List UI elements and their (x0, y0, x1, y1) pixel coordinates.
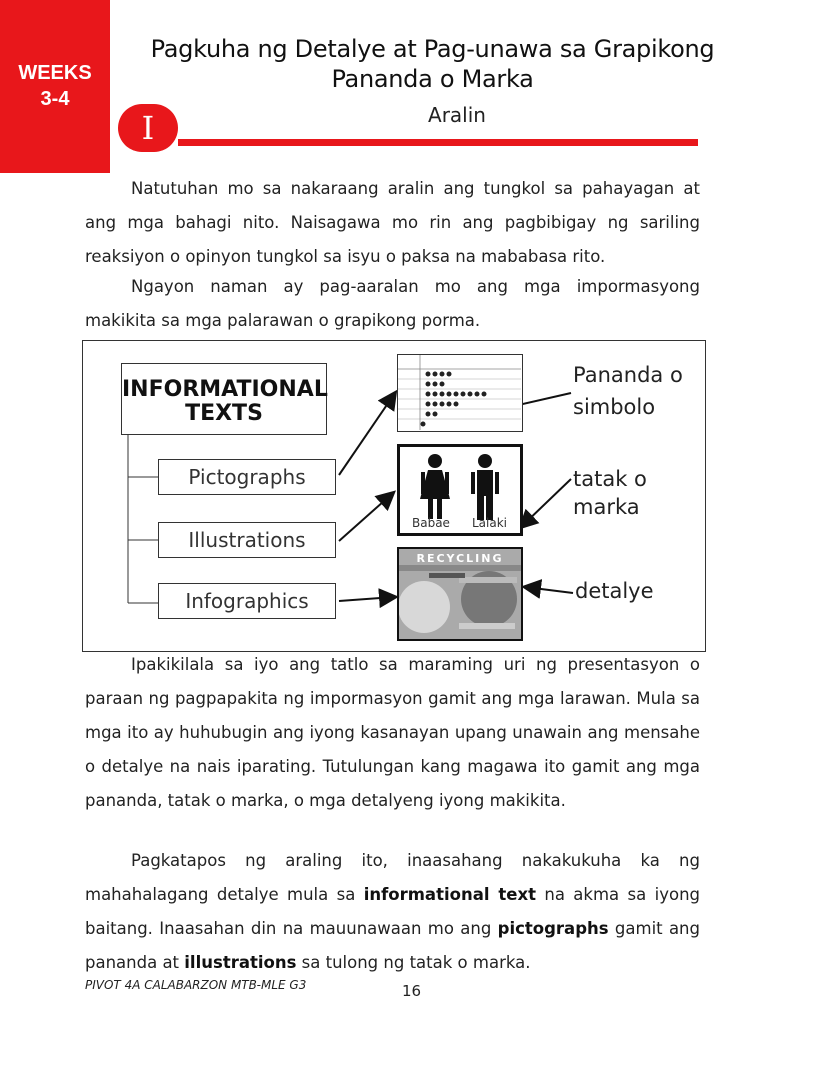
paragraph-3 (85, 648, 700, 818)
section-roman-badge: I (118, 104, 178, 152)
weeks-badge (0, 0, 110, 173)
paragraph-4-text-d: sa tulong ng tatak o marka. (296, 953, 531, 972)
page-number: 16 (402, 982, 422, 1000)
pananda-label (573, 361, 683, 421)
tatak-label (573, 465, 647, 521)
weeks-range: 3-4 (40, 88, 70, 110)
tatak-line-2: marka (573, 495, 640, 519)
pictographs-box: Pictographs (158, 459, 336, 495)
title-line-1: Pagkuha ng Detalye at Pag-unawa sa Grapikong (150, 35, 715, 63)
informational-line-2: TEXTS (185, 401, 263, 426)
paragraph-1-text: Natutuhan mo sa nakaraang aralin ang tungkol sa pahayagan at ang mga bahagi nito. Naisagawa mo rin ang pagbibigay ng sariling reaksiyon o opinyon tungkol sa isyu o paksa na mababasa rito. (85, 179, 700, 266)
title-line-2: Pananda o Marka (331, 65, 534, 93)
keyword-informational-text: informational text (363, 885, 536, 904)
paragraph-4-text-a: Pagkatapos ng araling ito, inaasahang nakakukuha ka ng mahahalagang detalye mula sa (85, 851, 700, 904)
weeks-label: WEEKS (18, 62, 92, 84)
restroom-illustration (397, 444, 523, 536)
footer-source: PIVOT 4A CALABARZON MTB-MLE G3 (85, 978, 307, 992)
recycling-infographic (397, 547, 523, 641)
informational-line-1: INFORMATIONAL (122, 377, 328, 402)
paragraph-1 (85, 172, 700, 274)
recycling-title: RECYCLING (416, 552, 504, 565)
tatak-line-1: tatak o (573, 467, 647, 491)
informational-texts-box (121, 363, 327, 435)
section-label: Aralin (428, 103, 486, 127)
paragraph-2 (85, 270, 700, 338)
paragraph-4-text-c: gamit ang pananda at (85, 919, 700, 972)
babae-label: Babae (412, 516, 450, 530)
paragraph-2-text: Ngayon naman ay pag-aaralan mo ang mga impormasyong makikita sa mga palarawan o grapikong porma. (85, 277, 700, 330)
lalaki-label: Lalaki (472, 516, 508, 530)
informational-texts-figure (82, 340, 706, 652)
section-divider (178, 139, 698, 146)
paragraph-4 (85, 844, 700, 980)
pananda-line-2: simbolo (573, 395, 656, 419)
keyword-illustrations: illustrations (184, 953, 297, 972)
pictograph-image (397, 354, 523, 432)
paragraph-4-text-b: na akma sa iyong baitang. Inaasahan din na mauunawaan mo ang (85, 885, 701, 938)
keyword-pictographs: pictographs (497, 919, 609, 938)
paragraph-3-text: Ipakikilala sa iyo ang tatlo sa maraming uri ng presentasyon o paraan ng pagpapakita ng impormasyon gamit ang mga larawan. Mula sa mga ito ay huhubugin ang iyong kasanayan upang unawain ang mensahe o detalye na nais iparating. Tutulungan kang magawa ito gamit ang mga pananda, tatak o marka, o mga detalyeng iyong makikita. (85, 655, 700, 810)
detalye-label: detalye (575, 579, 654, 603)
page-title (115, 34, 750, 94)
illustrations-box: Illustrations (158, 522, 336, 558)
pananda-line-1: Pananda o (573, 363, 683, 387)
infographic-shapes (399, 549, 521, 639)
infographics-box: Infographics (158, 583, 336, 619)
pictograph-table-graphic (398, 355, 521, 430)
